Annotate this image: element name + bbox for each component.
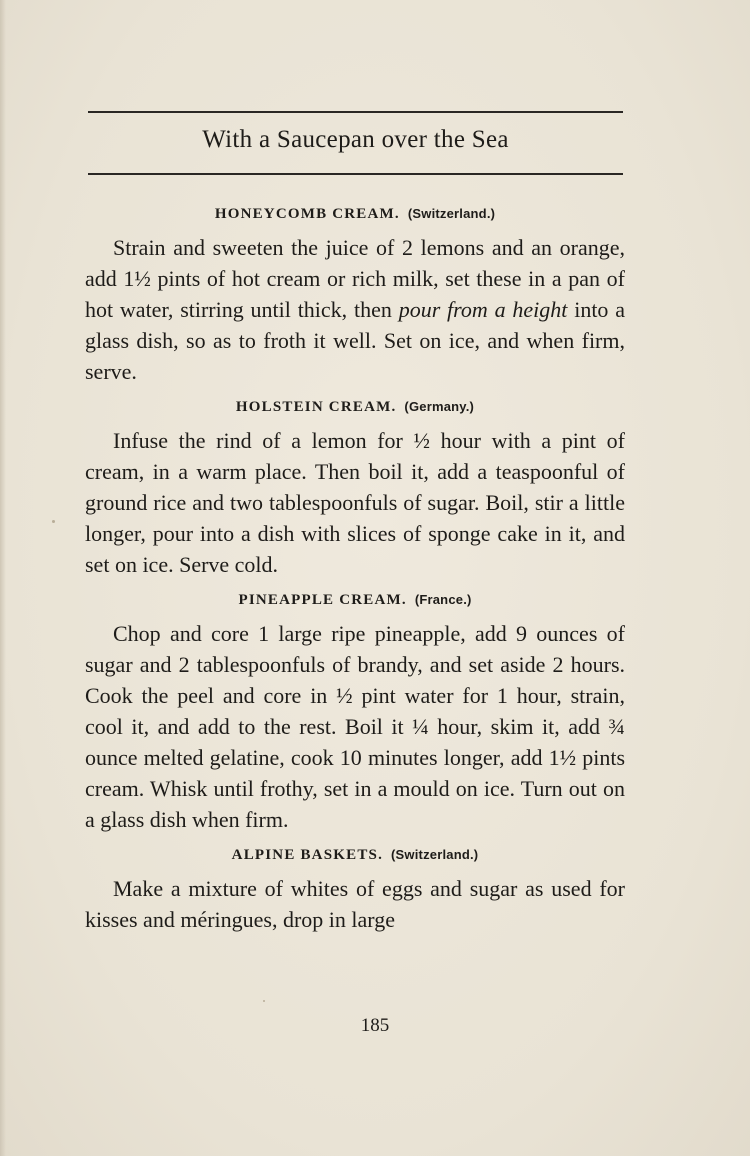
recipe-title <box>85 586 625 614</box>
recipe-text: Make a mixture of whites of eggs and sugar as used for kisses and méringues, drop in large <box>85 876 625 932</box>
recipe-title <box>85 200 625 228</box>
recipe-text: Infuse the rind of a lemon for ½ hour with a pint of cream, in a warm place. Then boil it, add a teaspoonful of ground rice and two tablespoonfuls of sugar. Boil, stir a little longer, pour into a dish with slices of sponge cake in it, and set on ice. Serve cold. <box>85 428 625 577</box>
recipe-text-emphasis: pour from a height <box>398 297 568 322</box>
recipe-pineapple-cream <box>85 586 625 835</box>
recipe-text-part: into a glass dish, so as to froth it well. Set on ice, and when firm, serve. <box>85 297 626 384</box>
recipe-title <box>85 393 625 421</box>
recipe-honeycomb-cream <box>85 200 625 387</box>
page-number: 185 <box>360 1015 390 1036</box>
recipe-region: (Germany.) <box>404 399 475 414</box>
recipe-text: Chop and core 1 large ripe pineapple, add 9 ounces of sugar and 2 tablespoonfuls of brandy, and set aside 2 hours. Cook the peel and core in ½ pint water for 1 hour, strain, cool it, and add to the rest. Boil it ¼ hour, skim it, add ¾ ounce melted gelatine, cook 10 minutes longer, add 1½ pints cream. Whisk until frothy, set in a mould on ice. Turn out on a glass dish when firm. <box>85 621 625 832</box>
page-spine-shadow <box>0 0 6 1156</box>
recipe-holstein-cream <box>85 393 625 580</box>
recipe-name: ALPINE BASKETS. <box>231 847 384 863</box>
running-head: With a Saucepan over the Sea <box>202 126 509 153</box>
header-rule-bottom <box>88 173 623 175</box>
recipe-alpine-baskets <box>85 841 625 935</box>
recipe-name: PINEAPPLE CREAM. <box>238 592 407 608</box>
recipe-region: (France.) <box>414 592 472 607</box>
recipe-text-part: Strain and sweeten the juice of 2 lemons and an orange, add 1½ pints of hot cream or rich milk, set these in a pan of hot water, stirring until thick, then <box>85 235 625 322</box>
recipe-name: HOLSTEIN CREAM. <box>235 399 397 415</box>
recipe-text <box>85 232 625 387</box>
recipe-region: (Switzerland.) <box>407 206 496 221</box>
recipe-title <box>85 841 625 869</box>
recipe-region: (Switzerland.) <box>391 847 479 862</box>
paper-speck <box>263 1000 265 1002</box>
page-content <box>85 200 625 941</box>
recipe-name: HONEYCOMB CREAM. <box>214 206 400 222</box>
header-rule-top <box>88 111 623 113</box>
paper-speck <box>52 520 55 523</box>
